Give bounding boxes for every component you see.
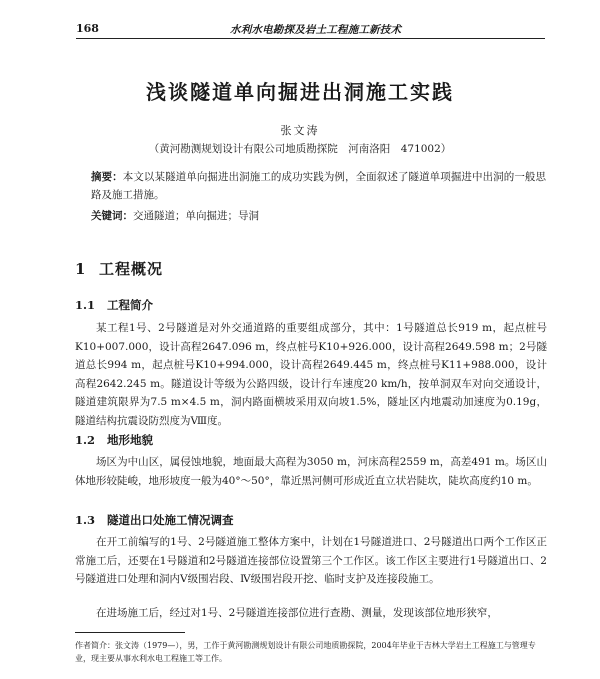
subsection-title: 工程简介 — [107, 298, 153, 312]
paragraph: 场区为中山区，属侵蚀地貌，地面最大高程为3050 m，河床高程2559 m，高差491 m。场区山体地形较陡峻，地形坡度一般为40°～50°，靠近黑河侧可形成近直立状岩陡坎，陡坎高度约10 m。 — [75, 456, 547, 487]
subsection-number: 1.2 — [75, 433, 96, 447]
section-heading-1 — [75, 258, 163, 279]
author-affiliation: （黄河勘测规划设计有限公司地质勘探院 河南洛阳 471002） — [148, 143, 452, 155]
footnote-rule — [75, 632, 185, 633]
abstract-label: 摘要： — [91, 171, 123, 183]
subsection-number: 1.3 — [75, 513, 96, 527]
subsection-title: 隧道出口处施工情况调查 — [107, 513, 234, 527]
keywords-label: 关键词： — [91, 210, 133, 222]
paragraph: 某工程1号、2号隧道是对外交通道路的重要组成部分，其中：1号隧道总长919 m，起点桩号K10+007.000，设计高程2647.096 m，终点桩号K10+926.000，设计高程2649.598 m；2号隧道总长994 m，起点桩号K10+994.000，设计高程2649.445 m，终点桩号K11+988.000，设计高程2642.245 m。隧道设计等级为公路四级，设计行车速度20 km/h，按单洞双车对向交通设计，隧道建筑限界为7.5 m×4.5 m，洞内路面横坡采用双向坡1.5%，隧址区内地震动加速度为0.19g，隧道结构抗震设防烈度为Ⅷ度。 — [75, 322, 547, 427]
abstract-text: 本文以某隧道单向掘进出洞施工的成功实践为例，全面叙述了隧道单项掘进中出洞的一般思路及施工措施。 — [91, 171, 546, 201]
keywords-text: 交通隧道；单向掘进；导洞 — [133, 210, 259, 222]
section-number: 1 — [75, 260, 87, 278]
subsection-heading-1-1 — [75, 297, 153, 313]
subsection-number: 1.1 — [75, 298, 96, 312]
subsection-heading-1-2 — [75, 432, 153, 448]
page-number: 168 — [76, 22, 99, 35]
paragraph: 在开工前编写的1号、2号隧道施工整体方案中，计划在1号隧道进口、2号隧道出口两个工作区正常施工后，还要在1号隧道和2号隧道连接部位设置第三个工作区。该工作区主要进行1号隧道出口、2号隧道进口处理和洞内Ⅴ级围岩段、Ⅳ级围岩段开挖、临时支护及连接段施工。 — [75, 536, 547, 585]
article-author: 张文涛 — [280, 124, 320, 137]
subsection-heading-1-3 — [75, 512, 234, 528]
author-footnote: 作者简介：张文涛（1979—），男，工作于黄河勘测规划设计有限公司地质勘探院，2004年毕业于吉林大学岩土工程施工与管理专业，现主要从事水利水电工程施工等工作。 — [75, 641, 536, 663]
subsection-title: 地形地貌 — [107, 433, 153, 447]
header-rule — [76, 38, 545, 39]
running-header-title: 水利水电勘探及岩土工程施工新技术 — [230, 24, 402, 36]
section-title: 工程概况 — [99, 260, 164, 278]
keywords — [91, 208, 546, 223]
article-title: 浅谈隧道单向掘进出洞施工实践 — [146, 80, 454, 104]
paragraph: 在进场施工后，经过对1号、2号隧道连接部位进行查勘、测量，发现该部位地形狭窄， — [96, 607, 498, 619]
abstract — [91, 168, 546, 204]
